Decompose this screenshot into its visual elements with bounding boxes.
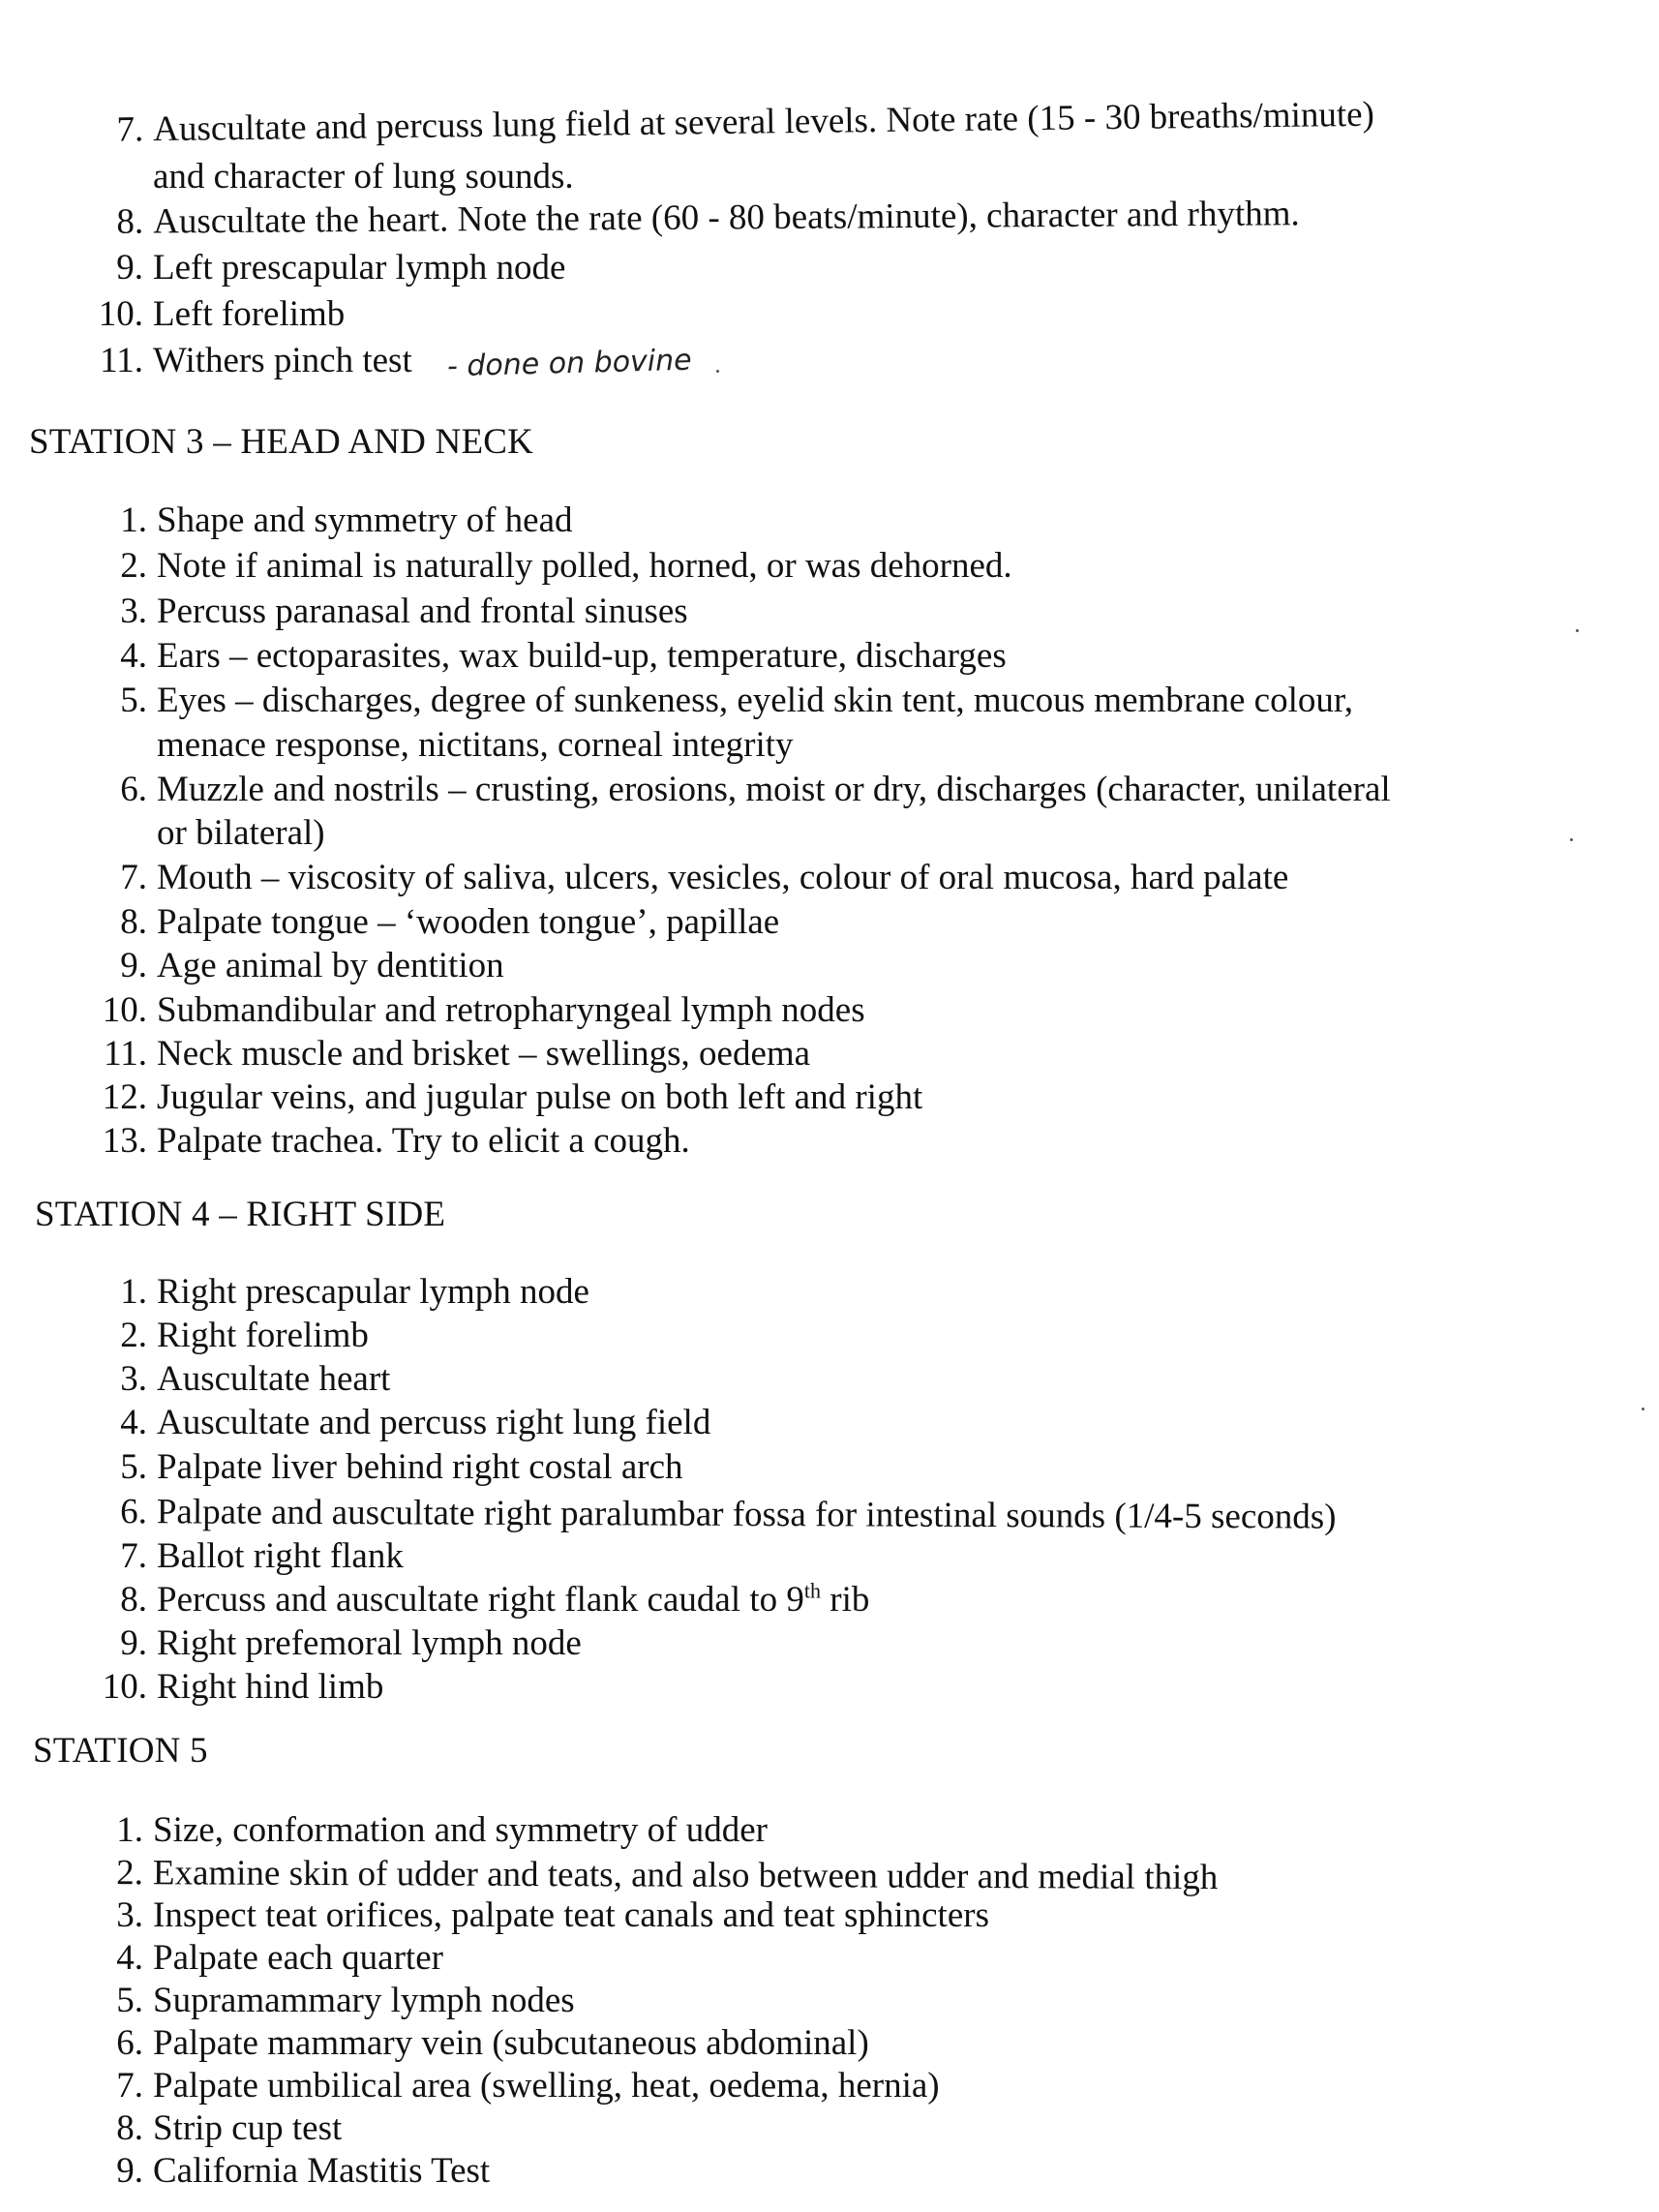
item-text: and character of lung sounds. (153, 157, 574, 197)
superscript-ordinal: th (803, 1578, 821, 1603)
item-text: Right hind limb (157, 1667, 384, 1707)
item-number: 2. (120, 546, 147, 586)
section-heading-station-5: STATION 5 (33, 1731, 208, 1771)
item-text: Right prescapular lymph node (157, 1272, 589, 1312)
item-number: 11. (104, 1034, 147, 1074)
item-number: 7. (120, 1536, 147, 1576)
scan-speck (716, 370, 719, 373)
scan-speck (1570, 838, 1573, 841)
item-text: Shape and symmetry of head (157, 500, 573, 540)
item-text: Auscultate the heart. Note the rate (60 - 80 beats/minute), character and rhythm. (153, 194, 1300, 242)
item-text: Ears – ectoparasites, wax build-up, temperature, discharges (157, 636, 1007, 676)
item-number: 13. (102, 1121, 147, 1161)
item-number: 9. (120, 946, 147, 985)
item-text: Palpate tongue – ‘wooden tongue’, papillae (157, 902, 780, 942)
item-text: Mouth – viscosity of saliva, ulcers, vesicles, colour of oral mucosa, hard palate (157, 858, 1289, 897)
item-text: Submandibular and retropharyngeal lymph nodes (157, 990, 865, 1030)
item-number: 4. (116, 1938, 143, 1978)
item-text: Neck muscle and brisket – swellings, oedema (157, 1034, 811, 1074)
item-text: Withers pinch test (153, 341, 412, 380)
item-number: 6. (120, 770, 147, 809)
item-text: Supramammary lymph nodes (153, 1981, 575, 2020)
item-number: 10. (98, 294, 143, 334)
item-number: 1. (116, 1810, 143, 1850)
item-text: Note if animal is naturally polled, horned, or was dehorned. (157, 546, 1012, 586)
item-number: 1. (120, 500, 147, 540)
item-text: or bilateral) (157, 813, 325, 853)
item-number: 7. (120, 858, 147, 897)
item-number: 3. (116, 1895, 143, 1935)
item-number: 11. (100, 341, 143, 380)
item-number: 7. (116, 109, 144, 150)
item-text: Auscultate heart (157, 1359, 391, 1399)
item-number: 7. (116, 2066, 143, 2106)
item-number: 3. (120, 591, 147, 631)
item-number: 8. (116, 2108, 143, 2148)
item-number: 4. (120, 1403, 147, 1442)
item-text: Eyes – discharges, degree of sunkeness, eyelid skin tent, mucous membrane colour, (157, 681, 1353, 720)
item-number: 10. (102, 990, 147, 1030)
item-text: Auscultate and percuss lung field at several levels. Note rate (15 - 30 breaths/minute) (153, 94, 1375, 150)
item-number: 1. (120, 1272, 147, 1312)
item-text: menace response, nictitans, corneal integrity (157, 725, 794, 765)
section-heading-station-3: STATION 3 – HEAD AND NECK (29, 422, 534, 462)
item-text: Palpate and auscultate right paralumbar fossa for intestinal sounds (1/4-5 seconds) (156, 1492, 1337, 1537)
item-text: Ballot right flank (157, 1536, 404, 1576)
item-text: Auscultate and percuss right lung field (157, 1403, 711, 1442)
item-text: Examine skin of udder and teats, and also between udder and medial thigh (152, 1853, 1219, 1898)
item-text: Percuss and auscultate right flank caudal to 9 (157, 1580, 804, 1620)
item-number: 6. (116, 2023, 143, 2063)
item-text: Percuss paranasal and frontal sinuses (157, 591, 688, 631)
item-number: 5. (116, 1981, 143, 2020)
item-text: Palpate trachea. Try to elicit a cough. (157, 1121, 690, 1161)
item-number: 10. (102, 1667, 147, 1707)
item-text: Inspect teat orifices, palpate teat canals and teat sphincters (153, 1895, 989, 1935)
item-number: 12. (102, 1077, 147, 1117)
scan-speck (1576, 629, 1579, 632)
item-text: Size, conformation and symmetry of udder (153, 1810, 768, 1850)
item-text-tail: rib (821, 1580, 870, 1620)
item-text: Palpate each quarter (153, 1938, 443, 1978)
item-text: Age animal by dentition (157, 946, 504, 985)
item-text: Muzzle and nostrils – crusting, erosions, moist or dry, discharges (character, unilateral (157, 770, 1391, 809)
item-text: Left forelimb (153, 294, 346, 334)
item-number: 8. (116, 201, 144, 242)
handwritten-note: - done on bovine (446, 343, 693, 384)
item-number: 3. (120, 1359, 147, 1399)
item-text: California Mastitis Test (153, 2151, 491, 2191)
item-text: Palpate mammary vein (subcutaneous abdominal) (153, 2023, 869, 2063)
item-number: 2. (120, 1316, 147, 1355)
item-text: Left prescapular lymph node (153, 248, 566, 288)
item-text: Right forelimb (157, 1316, 369, 1355)
item-text: Right prefemoral lymph node (157, 1623, 582, 1663)
item-number: 9. (116, 2151, 143, 2191)
item-number: 8. (120, 902, 147, 942)
item-number: 5. (120, 1447, 147, 1487)
item-number: 8. (120, 1580, 147, 1620)
item-number: 6. (120, 1492, 147, 1532)
item-number: 2. (116, 1853, 143, 1894)
item-text: Strip cup test (153, 2108, 343, 2148)
section-heading-station-4: STATION 4 – RIGHT SIDE (35, 1195, 446, 1234)
item-number: 9. (120, 1623, 147, 1663)
item-number: 9. (116, 248, 143, 288)
item-text: Palpate umbilical area (swelling, heat, oedema, hernia) (153, 2066, 940, 2106)
item-number: 5. (120, 681, 147, 720)
item-number: 4. (120, 636, 147, 676)
item-text: Jugular veins, and jugular pulse on both left and right (157, 1077, 923, 1117)
item-text: Palpate liver behind right costal arch (157, 1447, 683, 1487)
scan-speck (1642, 1408, 1644, 1410)
